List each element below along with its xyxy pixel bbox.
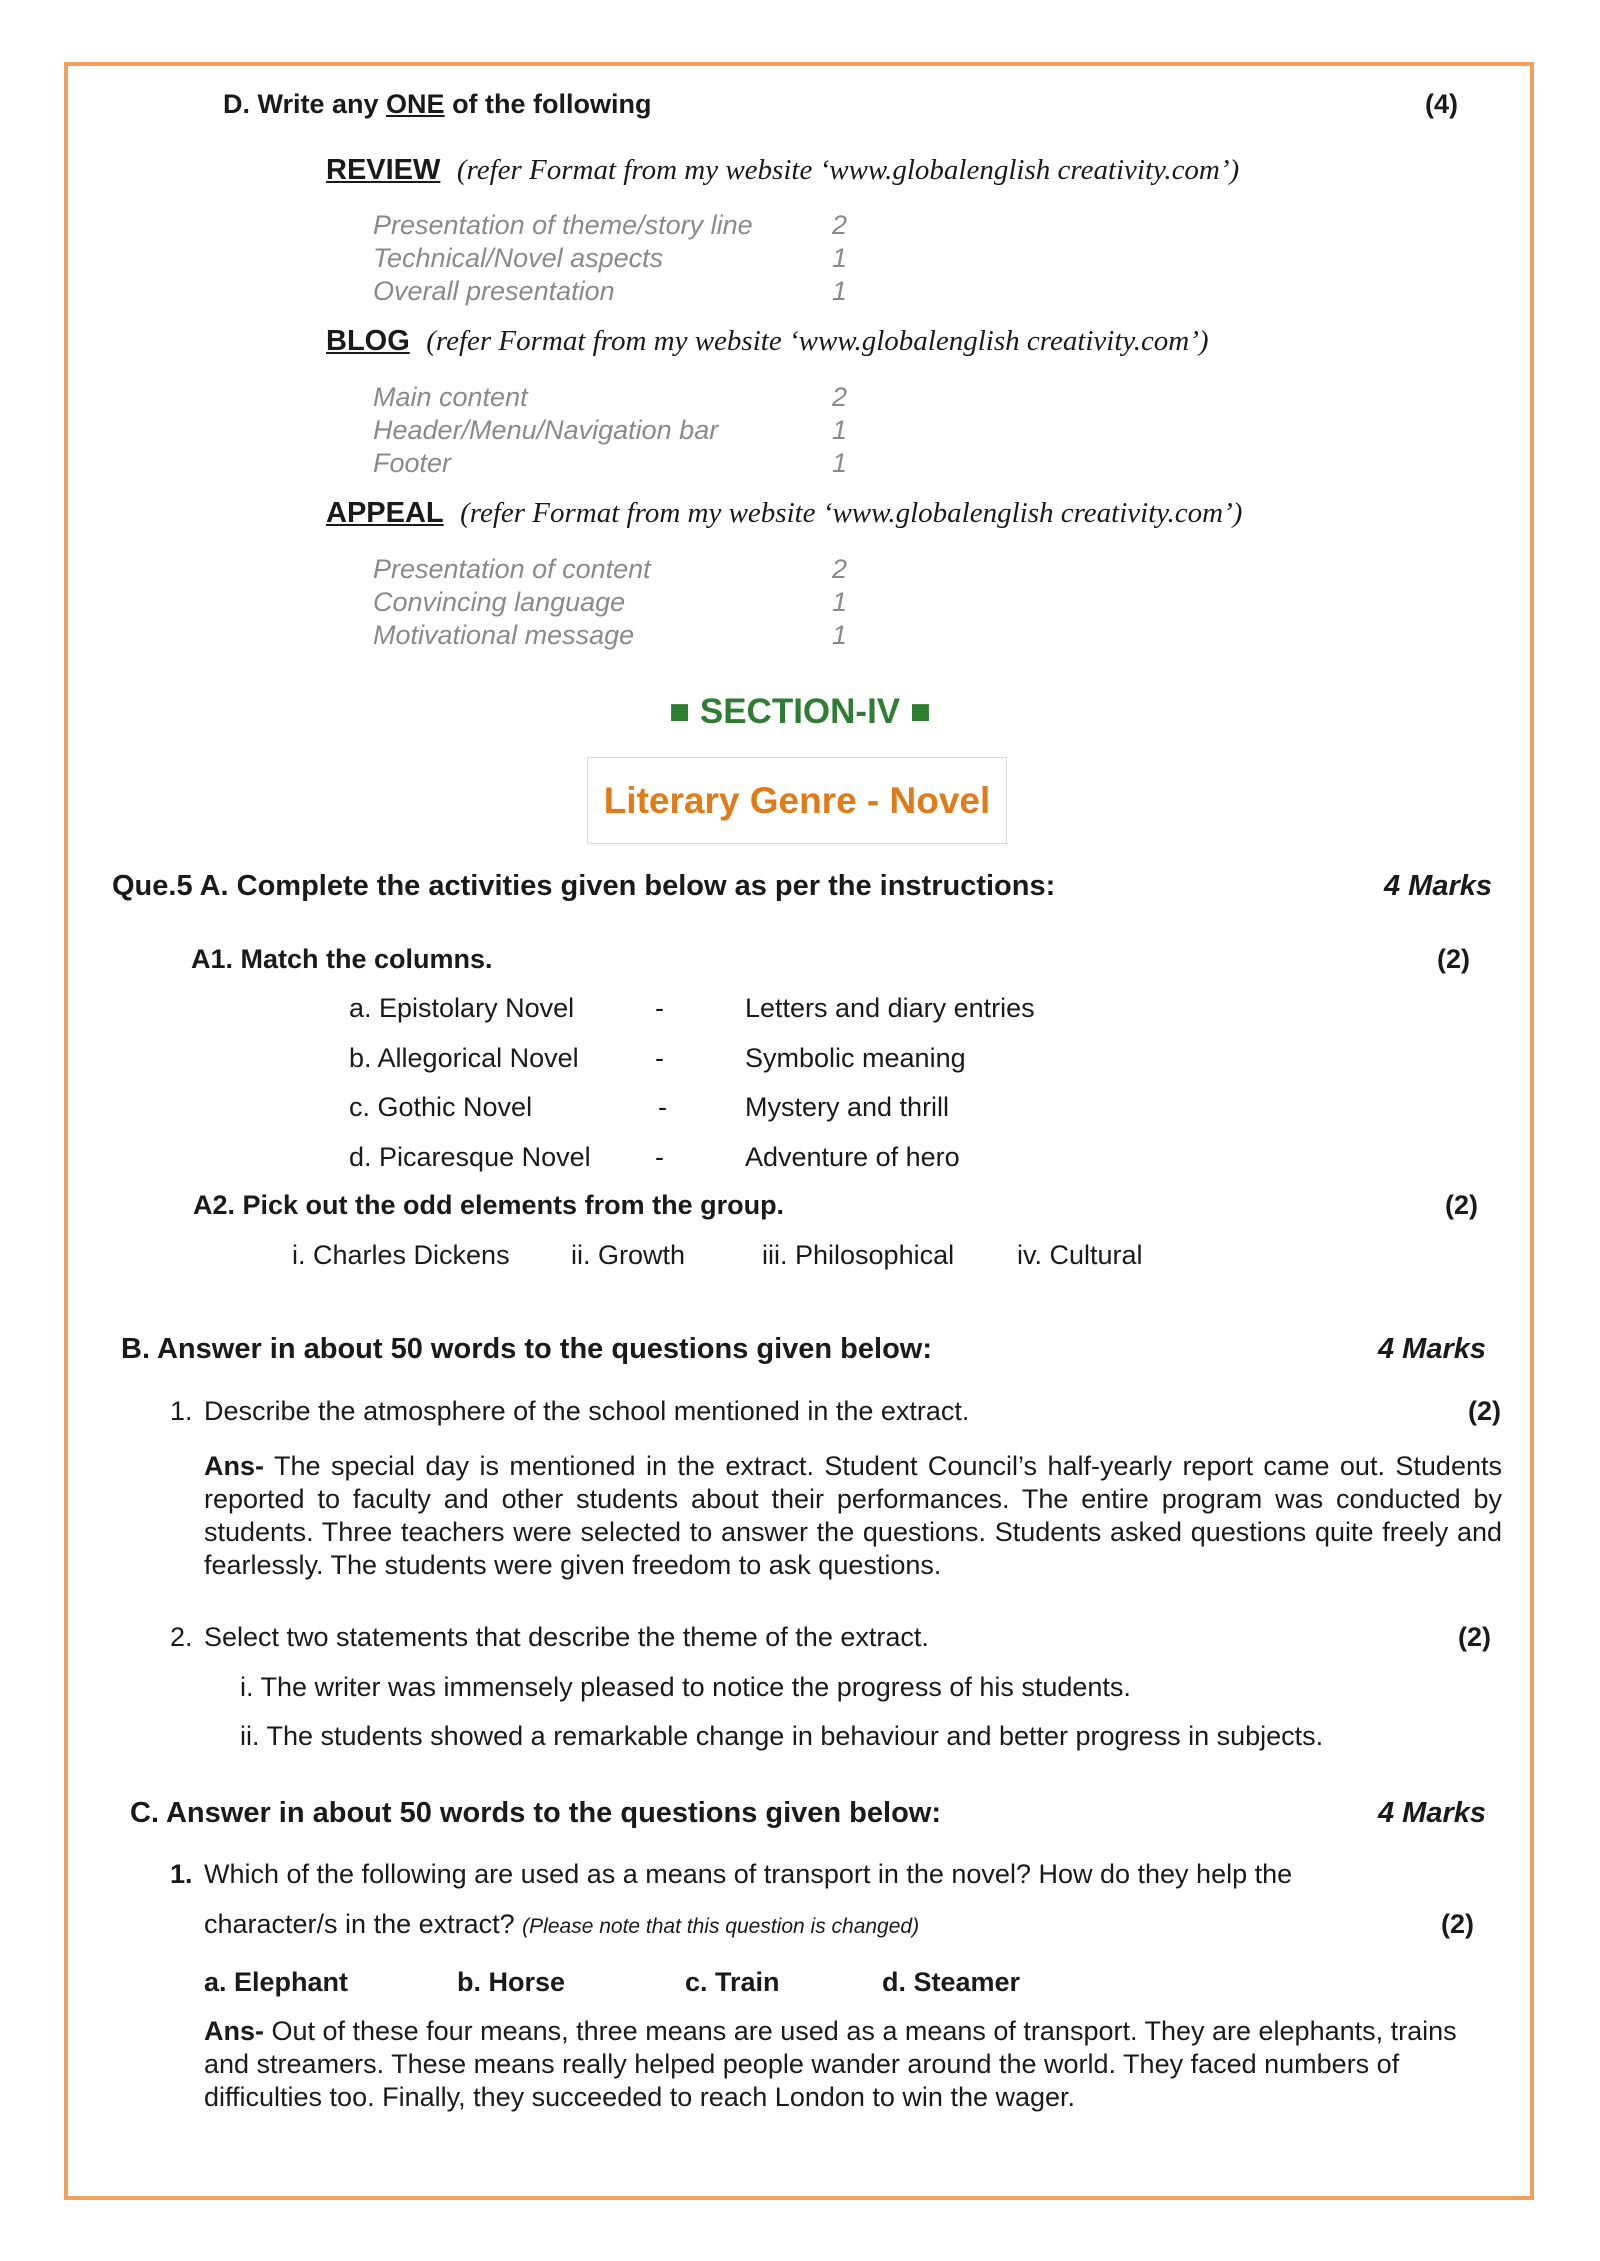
answer-text: The special day is mentioned in the extract. Student Council’s half-yearly report came out. Students reported to faculty and other students about their performances. The entire program was conducted by students. Three teachers were selected to answer the questions. Students asked questions quite freely and fearlessly. The students were given freedom to ask questions. — [204, 1451, 1502, 1580]
a2-marks: (2) — [1445, 1190, 1478, 1220]
genre-box — [587, 757, 1007, 844]
q5b-q1-number: 1. — [170, 1396, 193, 1426]
odd-option: iii. Philosophical — [762, 1240, 955, 1270]
q5c-q1-note: (Please note that this question is changed) — [522, 1915, 920, 1938]
blog-item-score: 1 — [832, 415, 848, 445]
match-left: c. Gothic Novel — [349, 1092, 533, 1122]
appeal-item-score: 2 — [832, 554, 848, 584]
match-right: Mystery and thrill — [745, 1092, 950, 1122]
q5c-heading: C. Answer in about 50 words to the questions given below: — [130, 1797, 942, 1829]
q5b-marks: 4 Marks — [1378, 1333, 1487, 1365]
review-title: REVIEW — [326, 154, 441, 186]
review-block — [326, 154, 1239, 187]
review-item-score: 1 — [832, 243, 848, 273]
heading-emphasis: ONE — [386, 89, 445, 119]
review-note: (refer Format from my website ‘www.globalenglish creativity.com’) — [456, 154, 1240, 186]
odd-option: i. Charles Dickens — [292, 1240, 510, 1270]
theme-statement: ii. The students showed a remarkable change in behaviour and better progress in subjects. — [240, 1721, 1324, 1751]
heading-suffix: of the following — [444, 89, 652, 119]
q5b-heading: B. Answer in about 50 words to the questions given below: — [121, 1333, 933, 1365]
appeal-item-label: Convincing language — [373, 587, 626, 617]
q5c-q1-line2 — [204, 1909, 919, 1940]
q5a-marks: 4 Marks — [1384, 870, 1493, 902]
match-dash: - — [655, 1142, 664, 1172]
match-right: Symbolic meaning — [745, 1043, 966, 1073]
appeal-item-score: 1 — [832, 587, 848, 617]
blog-item-score: 2 — [832, 382, 848, 412]
appeal-note: (refer Format from my website ‘www.globalenglish creativity.com’) — [460, 497, 1243, 529]
q5a-heading: Que.5 A. Complete the activities given below as per the instructions: — [112, 870, 1056, 902]
q5b-q2-number: 2. — [170, 1622, 193, 1652]
theme-statement: i. The writer was immensely pleased to notice the progress of his students. — [240, 1672, 1131, 1702]
blog-item-label: Main content — [373, 382, 528, 412]
heading-prefix: D. Write any — [223, 89, 387, 119]
match-dash: - — [658, 1092, 667, 1122]
transport-option: d. Steamer — [882, 1967, 1021, 1997]
transport-option: c. Train — [685, 1967, 780, 1997]
q5b-q2-text: Select two statements that describe the theme of the extract. — [204, 1622, 929, 1652]
q5c-q1-answer — [204, 2015, 1474, 2114]
q5c-q1-line1: Which of the following are used as a means of transport in the novel? How do they help the — [204, 1859, 1293, 1889]
appeal-item-score: 1 — [832, 620, 848, 650]
q5c-q1-number: 1. — [170, 1859, 193, 1889]
a2-heading: A2. Pick out the odd elements from the group. — [193, 1190, 785, 1220]
writing-heading — [223, 89, 652, 120]
blog-item-label: Footer — [373, 448, 452, 478]
match-right: Adventure of hero — [745, 1142, 960, 1172]
answer-label: Ans- — [204, 1451, 264, 1481]
blog-block — [326, 325, 1209, 358]
odd-option: iv. Cultural — [1017, 1240, 1143, 1270]
appeal-title: APPEAL — [326, 497, 444, 529]
blog-item-label: Header/Menu/Navigation bar — [373, 415, 719, 445]
transport-option: b. Horse — [457, 1967, 566, 1997]
a1-marks: (2) — [1437, 944, 1470, 974]
answer-text: Out of these four means, three means are used as a means of transport. They are elephants, trains and streamers. These means really helped people wander around the world. They faced numbers of difficulties too. Finally, they succeeded to reach London to win the wager. — [204, 2016, 1457, 2112]
blog-note: (refer Format from my website ‘www.globalenglish creativity.com’) — [426, 325, 1209, 357]
q5b-q1-text: Describe the atmosphere of the school mentioned in the extract. — [204, 1396, 970, 1426]
q5c-marks: 4 Marks — [1378, 1797, 1487, 1829]
appeal-item-label: Motivational message — [373, 620, 635, 650]
match-left: a. Epistolary Novel — [349, 993, 575, 1023]
transport-option: a. Elephant — [204, 1967, 349, 1997]
review-item-label: Overall presentation — [373, 276, 615, 306]
review-item-label: Presentation of theme/story line — [373, 210, 753, 240]
match-dash: - — [655, 1043, 664, 1073]
blog-item-score: 1 — [832, 448, 848, 478]
q5b-q1-marks: (2) — [1468, 1396, 1501, 1426]
q5c-q1-marks: (2) — [1441, 1909, 1474, 1939]
review-item-score: 1 — [832, 276, 848, 306]
a1-heading: A1. Match the columns. — [191, 944, 493, 974]
blog-title: BLOG — [326, 325, 410, 357]
genre-title: Literary Genre - Novel — [603, 779, 991, 821]
appeal-item-label: Presentation of content — [373, 554, 651, 584]
writing-marks: (4) — [1425, 89, 1458, 119]
odd-option: ii. Growth — [571, 1240, 686, 1270]
q5c-q1-line2-text: character/s in the extract? — [204, 1909, 515, 1939]
q5b-q2-marks: (2) — [1458, 1622, 1491, 1652]
answer-label: Ans- — [204, 2016, 264, 2046]
match-dash: - — [655, 993, 664, 1023]
match-left: d. Picaresque Novel — [349, 1142, 591, 1172]
match-left: b. Allegorical Novel — [349, 1043, 579, 1073]
review-item-label: Technical/Novel aspects — [373, 243, 664, 273]
match-right: Letters and diary entries — [745, 993, 1035, 1023]
q5b-q1-answer — [204, 1450, 1502, 1582]
appeal-block — [326, 497, 1242, 530]
section-title: ■ SECTION-IV ■ — [668, 692, 932, 731]
review-item-score: 2 — [832, 210, 848, 240]
